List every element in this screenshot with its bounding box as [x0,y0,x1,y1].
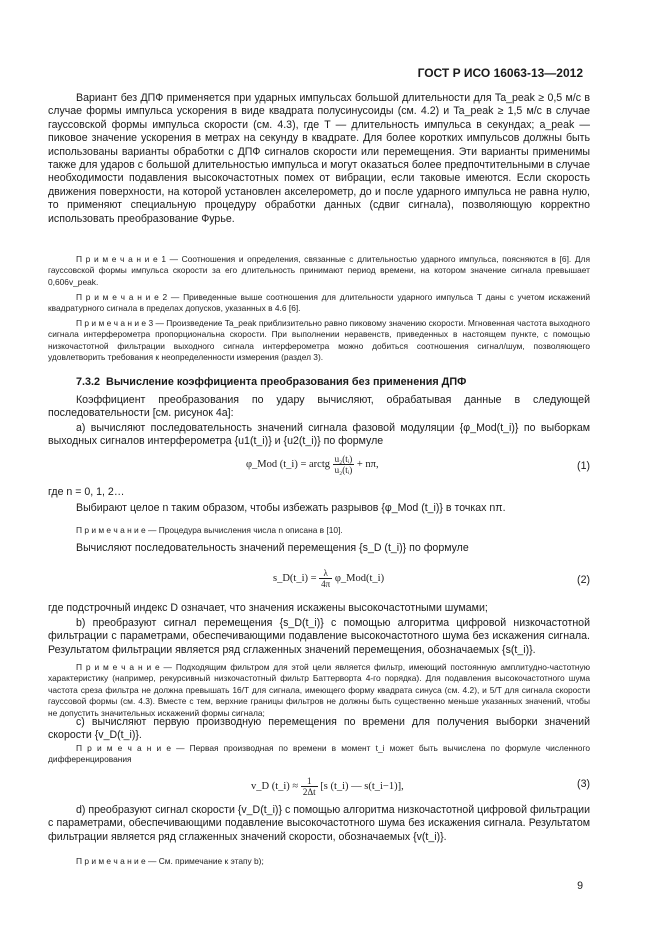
formula-2-number: (2) [577,574,590,586]
page-number: 9 [577,880,583,892]
step-b: b) преобразуют сигнал перемещения {s_D(t_i)} с помощью алгоритма цифровой низкочастотной фильтрации с параметрами, обеспечивающими подавление высокочастотного шума без искажения сигнала. Результатом фильтрации является ряд сглаженных значений перемещения, обозначаемых {s(t_i)}. [48,617,590,656]
formula-3-lhs: v_D (t_i) ≈ [251,780,299,792]
formula-1 [246,454,379,475]
choose-n: Выбирают целое n таким образом, чтобы избежать разрывов {φ_Mod (t_i)} в точках nπ. [76,502,506,514]
formula-3 [251,776,404,797]
formula-1-lhs: φ_Mod (t_i) = arctg [246,458,331,470]
formula-1-denominator: u₂(tᵢ) [334,465,353,475]
subscript-d-note: где подстрочный индекс D означает, что значения искажены высокочастотными шумами; [48,602,488,614]
formula-3-rhs: [s (t_i) — s(t_i−1)], [320,780,404,792]
formula-1-number: (1) [577,460,590,472]
formula-1-fraction [333,454,355,475]
formula-1-numerator: u₂(tᵢ) [334,454,353,464]
note-3: П р и м е ч а н и е 3 — Произведение Ta_peak приблизительно равно пиковому значению скорости. Мгновенная частота выходного сигнала интерферометра пропорциональна скорости. При выполнении неравенств, приведенных в настоящем пункте, с помощью низкочастотной фильтрации выходного сигнала интерферометра можно добиться соотношения сигнал/шум, позволяющего удовлетворить требования к неопределенности измерения (раздел 3). [48,318,590,363]
section-number: 7.3.2 [76,376,101,388]
note-2: П р и м е ч а н и е 2 — Приведенные выше соотношения для длительности ударного импульса T даны с учетом искажений квадратурного сигнала в пределах допусков, указанных в 4.6 [6]. [48,292,590,314]
where-n: где n = 0, 1, 2… [48,486,125,498]
step-c: c) вычисляют первую производную перемещения по времени для получения выборки значений скорости {v_D(t_i)}. [48,716,590,742]
formula-3-numerator: 1 [301,776,318,787]
formula-2-lhs: s_D(t_i) = [273,572,317,584]
section-title: Вычисление коэффициента преобразования без применения ДПФ [106,376,467,388]
formula-3-denominator: 2Δt [302,787,316,797]
formula-2-denominator: 4π [321,579,331,589]
formula-3-fraction [301,776,318,797]
paragraph-no-dft-variant: Вариант без ДПФ применяется при ударных импульсах большой длительности для Ta_peak ≥ 0,5 м/с в случае формы импульса ускорения в виде квадрата полусинусоиды (см. 4.2) и Ta_peak ≥ 1,5 м/с в случае гауссовской формы импульса скорости (см. 4.3), где T — длительность импульса в секундах; a_peak — пиковое значение ускорения в метрах на секунду в квадрате. Для более коротких импульсов должны быть использованы варианты обработки с ДПФ сигналов скорости или перемещения. Эти варианты применимы также для ударов с большой длительностью импульса и могут оказаться более предпочтительными в случае необходимости подавления высокочастотных помех от вибрации, если таковые имеются. Если скорость движения поверхности, на которой установлен акселерометр, до и после ударного импульса не равна нулю, то применяют специальную процедуру обработки данных (сдвиг сигнала), позволяющую корректно использовать преобразование Фурье. [48,92,590,225]
standard-header: ГОСТ Р ИСО 16063-13—2012 [417,66,583,80]
note-d: П р и м е ч а н и е — См. примечание к этапу b); [76,856,264,866]
formula-2-numerator: λ [319,568,332,579]
formula-2 [273,568,384,589]
note-c: П р и м е ч а н и е — Первая производная по времени в момент t_i может быть вычислена по формуле численного дифференцирования [48,743,590,765]
section-intro: Коэффициент преобразования по удару вычисляют, обрабатывая данные в следующей последовательности [см. рисунок 4а]: [48,394,590,420]
note-b: П р и м е ч а н и е — Подходящим фильтром для этой цели является фильтр, имеющий постоянную амплитудно-частотную характеристику (например, рекурсивный низкочастотный фильтр Баттерворта 4-го порядка). Для подавления высокочастотного шума частота среза фильтра не должна превышать 16/T для сигнала, имеющего форму квадрата синуса (см. 4.2), и 5/T для сигнала скорости гауссовой формы (см. 4.3). Вместе с тем, верхние границы фильтров не должны быть существенно меньше указанных значений, чтобы не допустить значительных искажений формы сигнала; [48,662,590,718]
formula-2-fraction [319,568,332,589]
formula-3-number: (3) [577,778,590,790]
section-heading [76,376,466,388]
note-n: П р и м е ч а н и е — Процедура вычисления числа n описана в [10]. [76,525,343,535]
formula-2-rhs: φ_Mod(t_i) [334,572,385,584]
note-1: П р и м е ч а н и е 1 — Соотношения и определения, связанные с длительностью ударного импульса, поясняются в [6]. Для гауссовской формы импульса скорости за его длительность принимают период времени, на котором значение сигнала превышает 0,606v_peak. [48,254,590,287]
displacement-intro: Вычисляют последовательность значений перемещения {s_D (t_i)} по формуле [76,542,469,554]
formula-1-rhs: + nπ, [356,458,379,470]
step-a: а) вычисляют последовательность значений сигнала фазовой модуляции {φ_Mod(t_i)} по выборкам выходных сигналов интерферометра {u1(t_i)} и {u2(t_i)} по формуле [48,422,590,448]
step-d: d) преобразуют сигнал скорости {v_D(t_i)} с помощью алгоритма низкочастотной цифровой фильтрации с параметрами, обеспечивающими подавление высокочастотного шума без искажения сигнала. Результатом фильтрации является ряд сглаженных значений скорости, обозначаемых {v(t_i)}. [48,804,590,843]
